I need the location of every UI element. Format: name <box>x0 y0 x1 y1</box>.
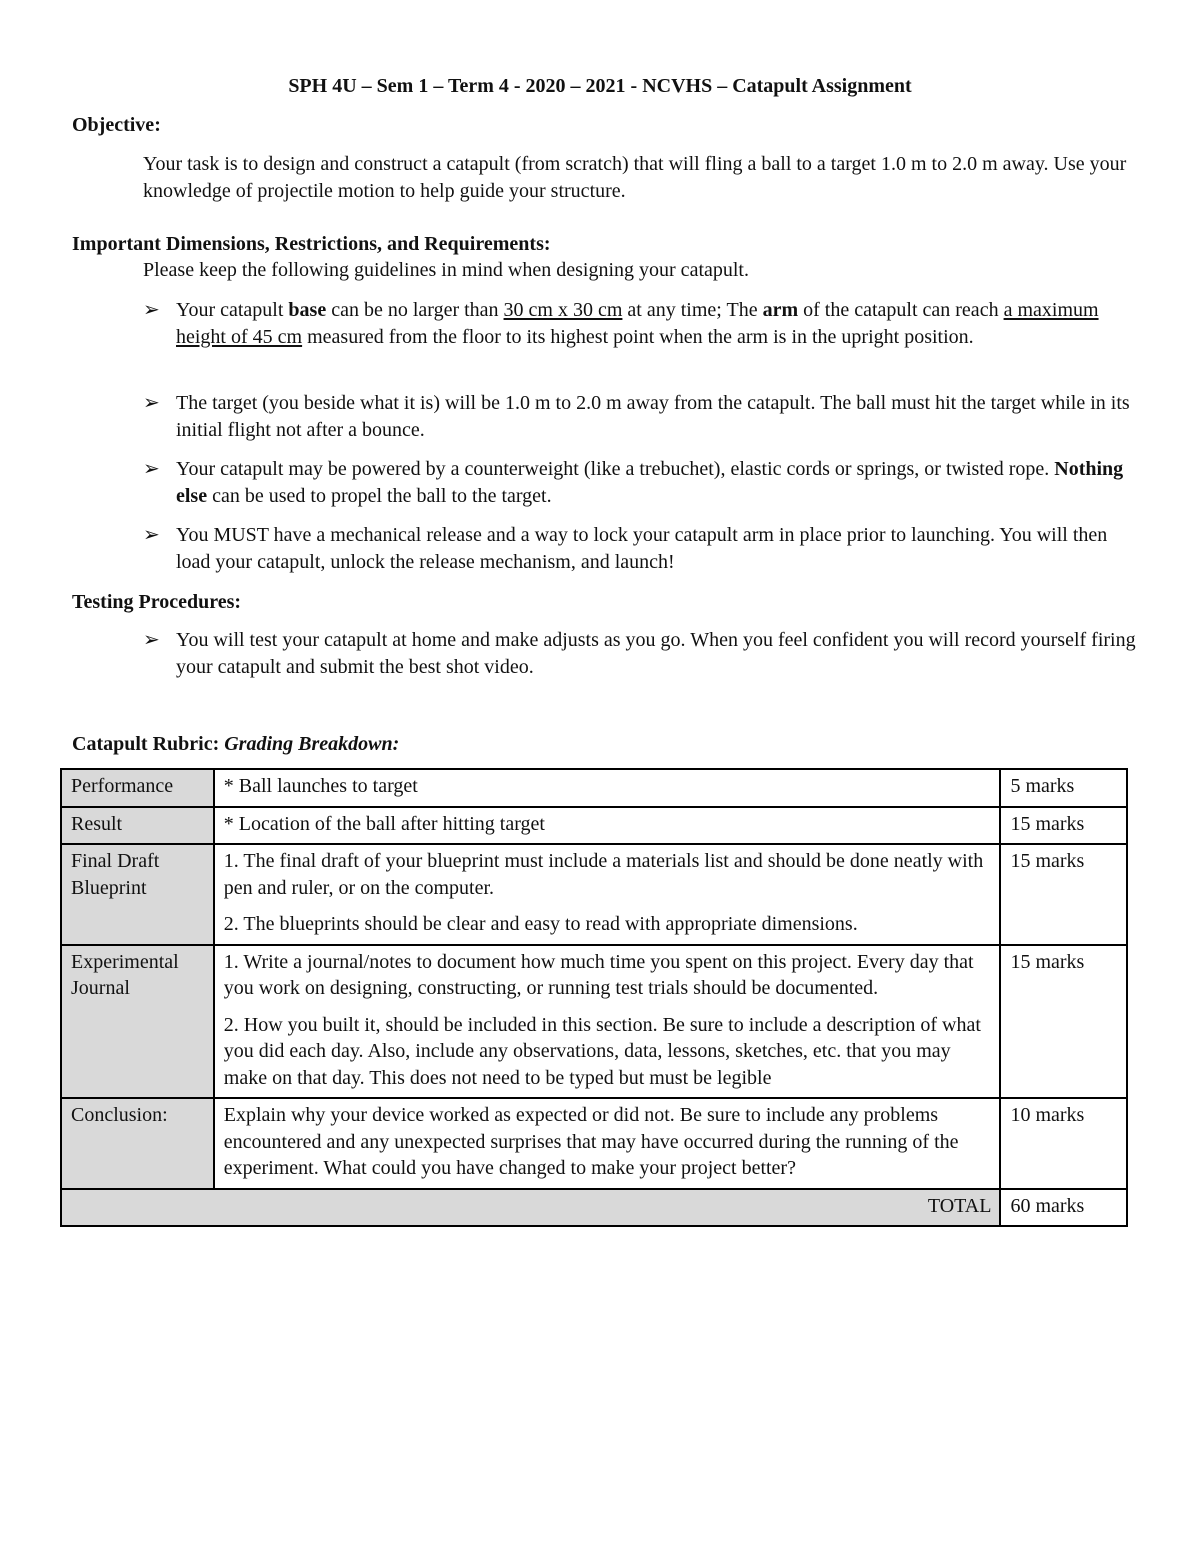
rubric-criteria: * Location of the ball after hitting target <box>214 807 1001 845</box>
table-row <box>61 844 1127 945</box>
table-row <box>61 807 1127 845</box>
rubric-criteria: * Ball launches to target <box>214 769 1001 807</box>
arrow-bullet-icon: ➢ <box>143 524 160 546</box>
arrow-bullet-icon: ➢ <box>143 299 160 321</box>
requirement-text: Your catapult may be powered by a counterweight (like a trebuchet), elastic cords or springs, or twisted rope. Nothing else can be used to propel the ball to the target. <box>176 458 1124 507</box>
rubric-category: Experimental Journal <box>61 945 214 1099</box>
rubric-category: Result <box>61 807 214 845</box>
requirement-item-base <box>143 297 1143 350</box>
requirement-text: You MUST have a mechanical release and a way to lock your catapult arm in place prior to launching. You will then load your catapult, unlock the release mechanism, and launch! <box>176 524 1108 573</box>
rubric-marks: 15 marks <box>1000 844 1127 945</box>
objective-heading: Objective: <box>72 114 161 136</box>
table-total-row <box>61 1189 1127 1227</box>
total-marks: 60 marks <box>1000 1189 1127 1227</box>
rubric-criteria: Explain why your device worked as expected or did not. Be sure to include any problems encountered and any unexpected surprises that may have occurred during the running of the experiment. What could you have changed to make your project better? <box>214 1098 1001 1189</box>
testing-item <box>143 627 1143 680</box>
rubric-criteria: 1. Write a journal/notes to document how much time you spent on this project. Every day that you work on designing, constructing, or running test trials should be documented. 2. How you built it, should be included in this section. Be sure to include a description of what you did each day. Also, include any observations, data, lessons, sketches, etc. that you may make on that day. This does not need to be typed but must be legible <box>214 945 1001 1099</box>
rubric-marks: 15 marks <box>1000 807 1127 845</box>
rubric-marks: 10 marks <box>1000 1098 1127 1189</box>
rubric-marks: 5 marks <box>1000 769 1127 807</box>
requirements-intro: Please keep the following guidelines in mind when designing your catapult. <box>143 259 749 281</box>
rubric-heading: Catapult Rubric: Grading Breakdown: <box>72 733 400 755</box>
testing-text: You will test your catapult at home and make adjusts as you go. When you feel confident you will record yourself firing your catapult and submit the best shot video. <box>176 629 1136 678</box>
requirement-text: Your catapult base can be no larger than 30 cm x 30 cm at any time; The arm of the catapult can reach a maximum height of 45 cm measured from the floor to its highest point when the arm is in the upright position. <box>176 299 1099 348</box>
rubric-marks: 15 marks <box>1000 945 1127 1099</box>
table-row <box>61 1098 1127 1189</box>
total-label: TOTAL <box>61 1189 1000 1227</box>
objective-text: Your task is to design and construct a catapult (from scratch) that will fling a ball to a target 1.0 m to 2.0 m away. Use your knowledge of projectile motion to help guide your structure. <box>143 153 1127 202</box>
rubric-criteria: 1. The final draft of your blueprint must include a materials list and should be done neatly with pen and ruler, or on the computer. 2. The blueprints should be clear and easy to read with appropriate dimensions. <box>214 844 1001 945</box>
rubric-table <box>60 768 1128 1227</box>
rubric-category: Conclusion: <box>61 1098 214 1189</box>
requirement-item-target <box>143 390 1143 443</box>
rubric-category: Performance <box>61 769 214 807</box>
requirement-item-release <box>143 522 1143 575</box>
page-title: SPH 4U – Sem 1 – Term 4 - 2020 – 2021 - NCVHS – Catapult Assignment <box>288 75 912 97</box>
requirement-item-power <box>143 456 1143 509</box>
requirement-text: The target (you beside what it is) will be 1.0 m to 2.0 m away from the catapult. The ball must hit the target while in its initial flight not after a bounce. <box>176 392 1130 441</box>
arrow-bullet-icon: ➢ <box>143 629 160 651</box>
testing-heading: Testing Procedures: <box>72 591 242 613</box>
arrow-bullet-icon: ➢ <box>143 458 160 480</box>
requirements-heading: Important Dimensions, Restrictions, and Requirements: <box>72 233 551 255</box>
arrow-bullet-icon: ➢ <box>143 392 160 414</box>
rubric-category: Final Draft Blueprint <box>61 844 214 945</box>
table-row <box>61 945 1127 1099</box>
table-row <box>61 769 1127 807</box>
